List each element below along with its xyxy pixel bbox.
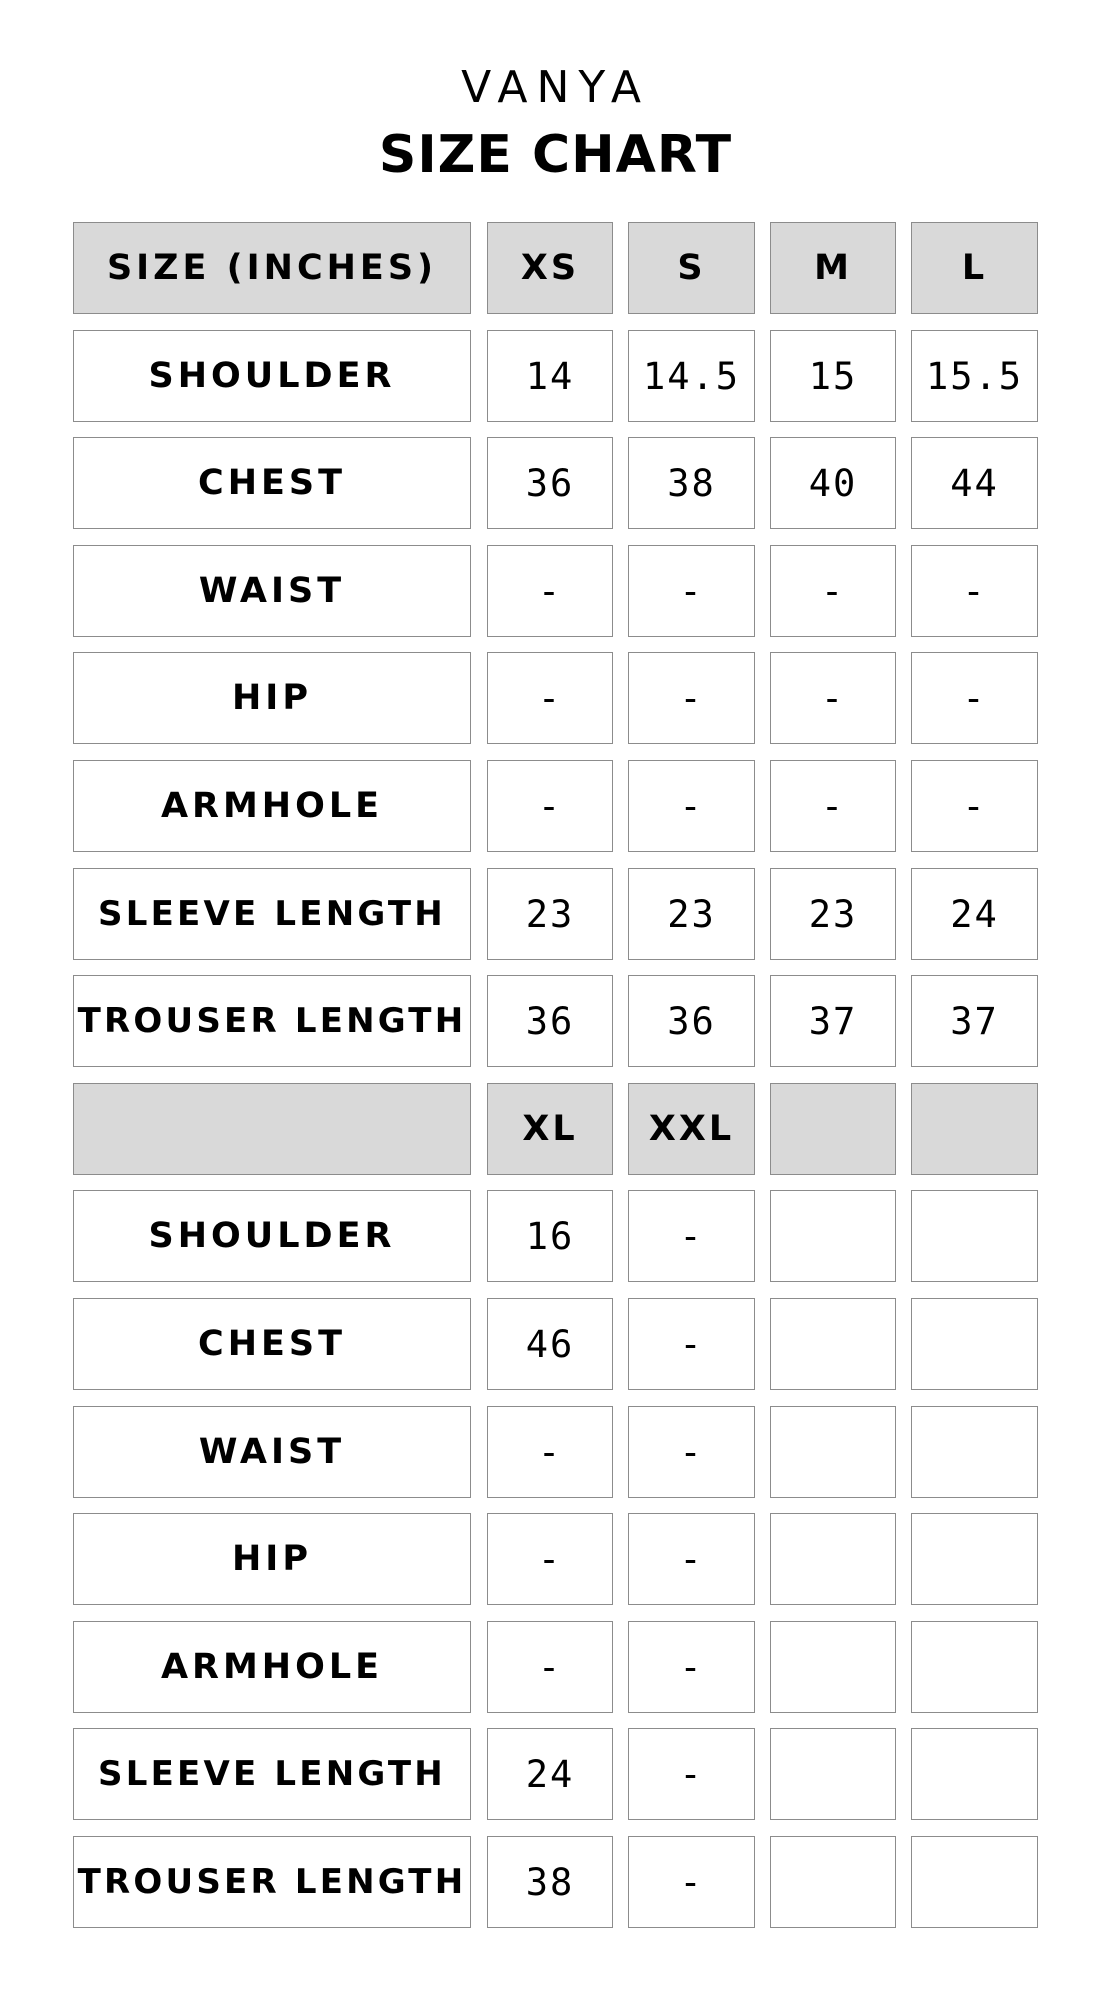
brand-name: VANYA — [461, 62, 650, 113]
measurement-value-cell: - — [487, 1621, 613, 1713]
measurement-value-cell: 37 — [911, 975, 1038, 1067]
measurement-label-shoulder: SHOULDER — [73, 330, 471, 422]
measurement-value-cell: - — [628, 1513, 755, 1605]
measurement-value-cell: - — [770, 545, 896, 637]
measurement-label-waist: WAIST — [73, 545, 471, 637]
measurement-value-cell — [770, 1298, 896, 1390]
measurement-value-cell — [770, 1513, 896, 1605]
measurement-value-cell: 38 — [487, 1836, 613, 1928]
measurement-label-sleeve-length: SLEEVE LENGTH — [73, 1728, 471, 1820]
measurement-value-cell: - — [628, 1406, 755, 1498]
measurement-value-cell: 36 — [487, 437, 613, 529]
measurement-value-cell: 14 — [487, 330, 613, 422]
measurement-value-cell: 23 — [628, 868, 755, 960]
size-header-blank-2-4 — [911, 1083, 1038, 1175]
header-label-cell-2 — [73, 1083, 471, 1175]
measurement-value-cell: 16 — [487, 1190, 613, 1282]
measurement-label-chest: CHEST — [73, 437, 471, 529]
measurement-value-cell: - — [487, 1406, 613, 1498]
size-header-xxl-2-2: XXL — [628, 1083, 755, 1175]
measurement-value-cell: 40 — [770, 437, 896, 529]
measurement-value-cell: - — [487, 1513, 613, 1605]
measurement-value-cell: 46 — [487, 1298, 613, 1390]
measurement-value-cell: - — [628, 1728, 755, 1820]
measurement-value-cell: - — [628, 545, 755, 637]
measurement-value-cell: 44 — [911, 437, 1038, 529]
measurement-value-cell: 36 — [487, 975, 613, 1067]
measurement-value-cell — [911, 1190, 1038, 1282]
measurement-value-cell: 38 — [628, 437, 755, 529]
measurement-value-cell — [911, 1513, 1038, 1605]
measurement-value-cell — [911, 1406, 1038, 1498]
measurement-value-cell — [911, 1298, 1038, 1390]
measurement-value-cell — [770, 1621, 896, 1713]
measurement-value-cell: - — [628, 1190, 755, 1282]
measurement-value-cell: - — [487, 545, 613, 637]
size-header-xl-2-1: XL — [487, 1083, 613, 1175]
measurement-label-waist: WAIST — [73, 1406, 471, 1498]
header-label-cell: SIZE (INCHES) — [73, 222, 471, 314]
measurement-value-cell: - — [628, 1836, 755, 1928]
size-header-l-4: L — [911, 222, 1038, 314]
measurement-value-cell: 36 — [628, 975, 755, 1067]
measurement-value-cell — [911, 1728, 1038, 1820]
size-header-s-2: S — [628, 222, 755, 314]
measurement-value-cell: 24 — [487, 1728, 613, 1820]
size-header-blank-2-3 — [770, 1083, 896, 1175]
measurement-value-cell — [911, 1836, 1038, 1928]
measurement-label-armhole: ARMHOLE — [73, 1621, 471, 1713]
measurement-value-cell: - — [628, 1621, 755, 1713]
measurement-value-cell: - — [487, 652, 613, 744]
measurement-value-cell: - — [770, 652, 896, 744]
measurement-label-sleeve-length: SLEEVE LENGTH — [73, 868, 471, 960]
size-header-xs-1: XS — [487, 222, 613, 314]
measurement-value-cell — [911, 1621, 1038, 1713]
measurement-value-cell — [770, 1190, 896, 1282]
page-title: SIZE CHART — [378, 125, 733, 185]
measurement-value-cell: 24 — [911, 868, 1038, 960]
measurement-value-cell: 23 — [770, 868, 896, 960]
measurement-value-cell: - — [628, 1298, 755, 1390]
measurement-label-hip: HIP — [73, 652, 471, 744]
measurement-label-hip: HIP — [73, 1513, 471, 1605]
measurement-label-shoulder: SHOULDER — [73, 1190, 471, 1282]
measurement-value-cell: 37 — [770, 975, 896, 1067]
measurement-label-trouser-length: TROUSER LENGTH — [73, 975, 471, 1067]
measurement-value-cell: 15.5 — [911, 330, 1038, 422]
measurement-value-cell — [770, 1728, 896, 1820]
measurement-value-cell: - — [770, 760, 896, 852]
measurement-value-cell — [770, 1836, 896, 1928]
measurement-value-cell: - — [911, 652, 1038, 744]
measurement-value-cell — [770, 1406, 896, 1498]
size-header-m-3: M — [770, 222, 896, 314]
measurement-value-cell: 14.5 — [628, 330, 755, 422]
measurement-value-cell: 23 — [487, 868, 613, 960]
measurement-label-armhole: ARMHOLE — [73, 760, 471, 852]
measurement-label-chest: CHEST — [73, 1298, 471, 1390]
measurement-value-cell: - — [628, 760, 755, 852]
measurement-label-trouser-length: TROUSER LENGTH — [73, 1836, 471, 1928]
measurement-value-cell: - — [628, 652, 755, 744]
measurement-value-cell: - — [911, 760, 1038, 852]
measurement-value-cell: - — [487, 760, 613, 852]
measurement-value-cell: - — [911, 545, 1038, 637]
measurement-value-cell: 15 — [770, 330, 896, 422]
